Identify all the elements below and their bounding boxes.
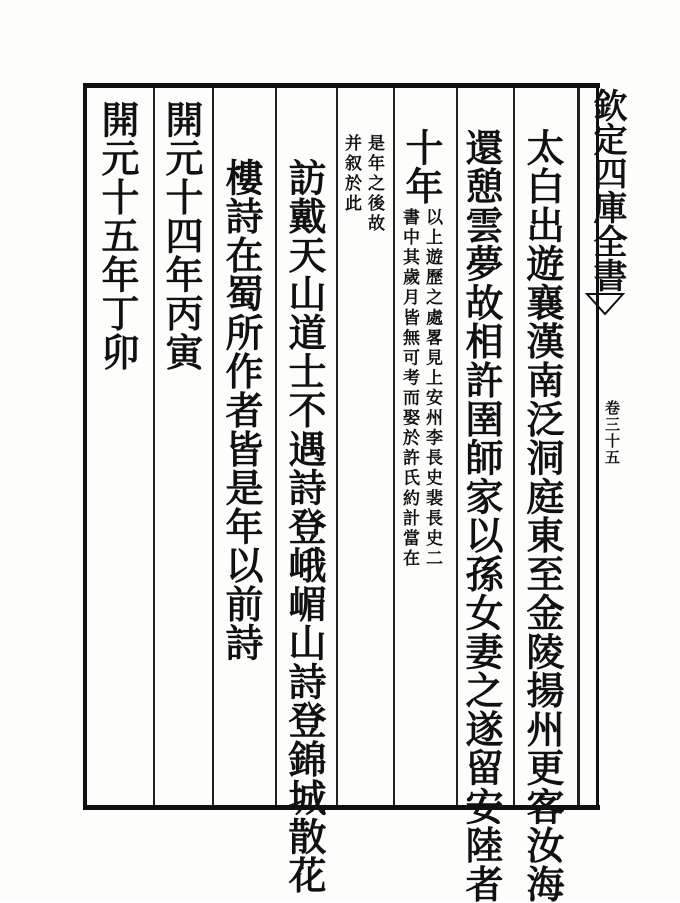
column-divider [153, 88, 155, 805]
annotation-line-1: 以上遊歷之處畧見上安州李長史裴長史二 [422, 208, 442, 570]
fishtail-mark-icon [585, 288, 625, 328]
column-divider [456, 88, 458, 805]
year-heading-1: 開元十四年丙寅 [159, 100, 204, 372]
annotation-line-4: 并叙於此 [341, 134, 361, 215]
annotation-line-3: 是年之後故 [364, 134, 384, 235]
book-title: 欽定四庫全書 [587, 88, 627, 292]
text-column-1: 太白出遊襄漢南泛洞庭東至金陵揚州更客汝海 [520, 128, 565, 903]
text-column-3-head: 十年 [399, 128, 444, 206]
volume-number: 卷三十五 [603, 400, 621, 466]
column-divider [393, 88, 395, 805]
text-column-2: 還憩雲夢故相許圉師家以孫女妻之遂留安陸者 [459, 128, 504, 903]
column-divider [336, 88, 338, 805]
column-divider [212, 88, 214, 805]
column-divider [577, 88, 580, 805]
annotation-line-2: 書中其歲月皆無可考而娶於許氏約計當在 [399, 208, 419, 570]
column-divider [275, 88, 277, 805]
text-column-5: 訪戴天山道士不遇詩登峨嵋山詩登錦城散花 [282, 158, 327, 895]
text-column-6: 樓詩在蜀所作者皆是年以前詩 [219, 158, 264, 662]
column-divider [513, 88, 515, 805]
year-heading-2: 開元十五年丁卯 [95, 100, 140, 372]
